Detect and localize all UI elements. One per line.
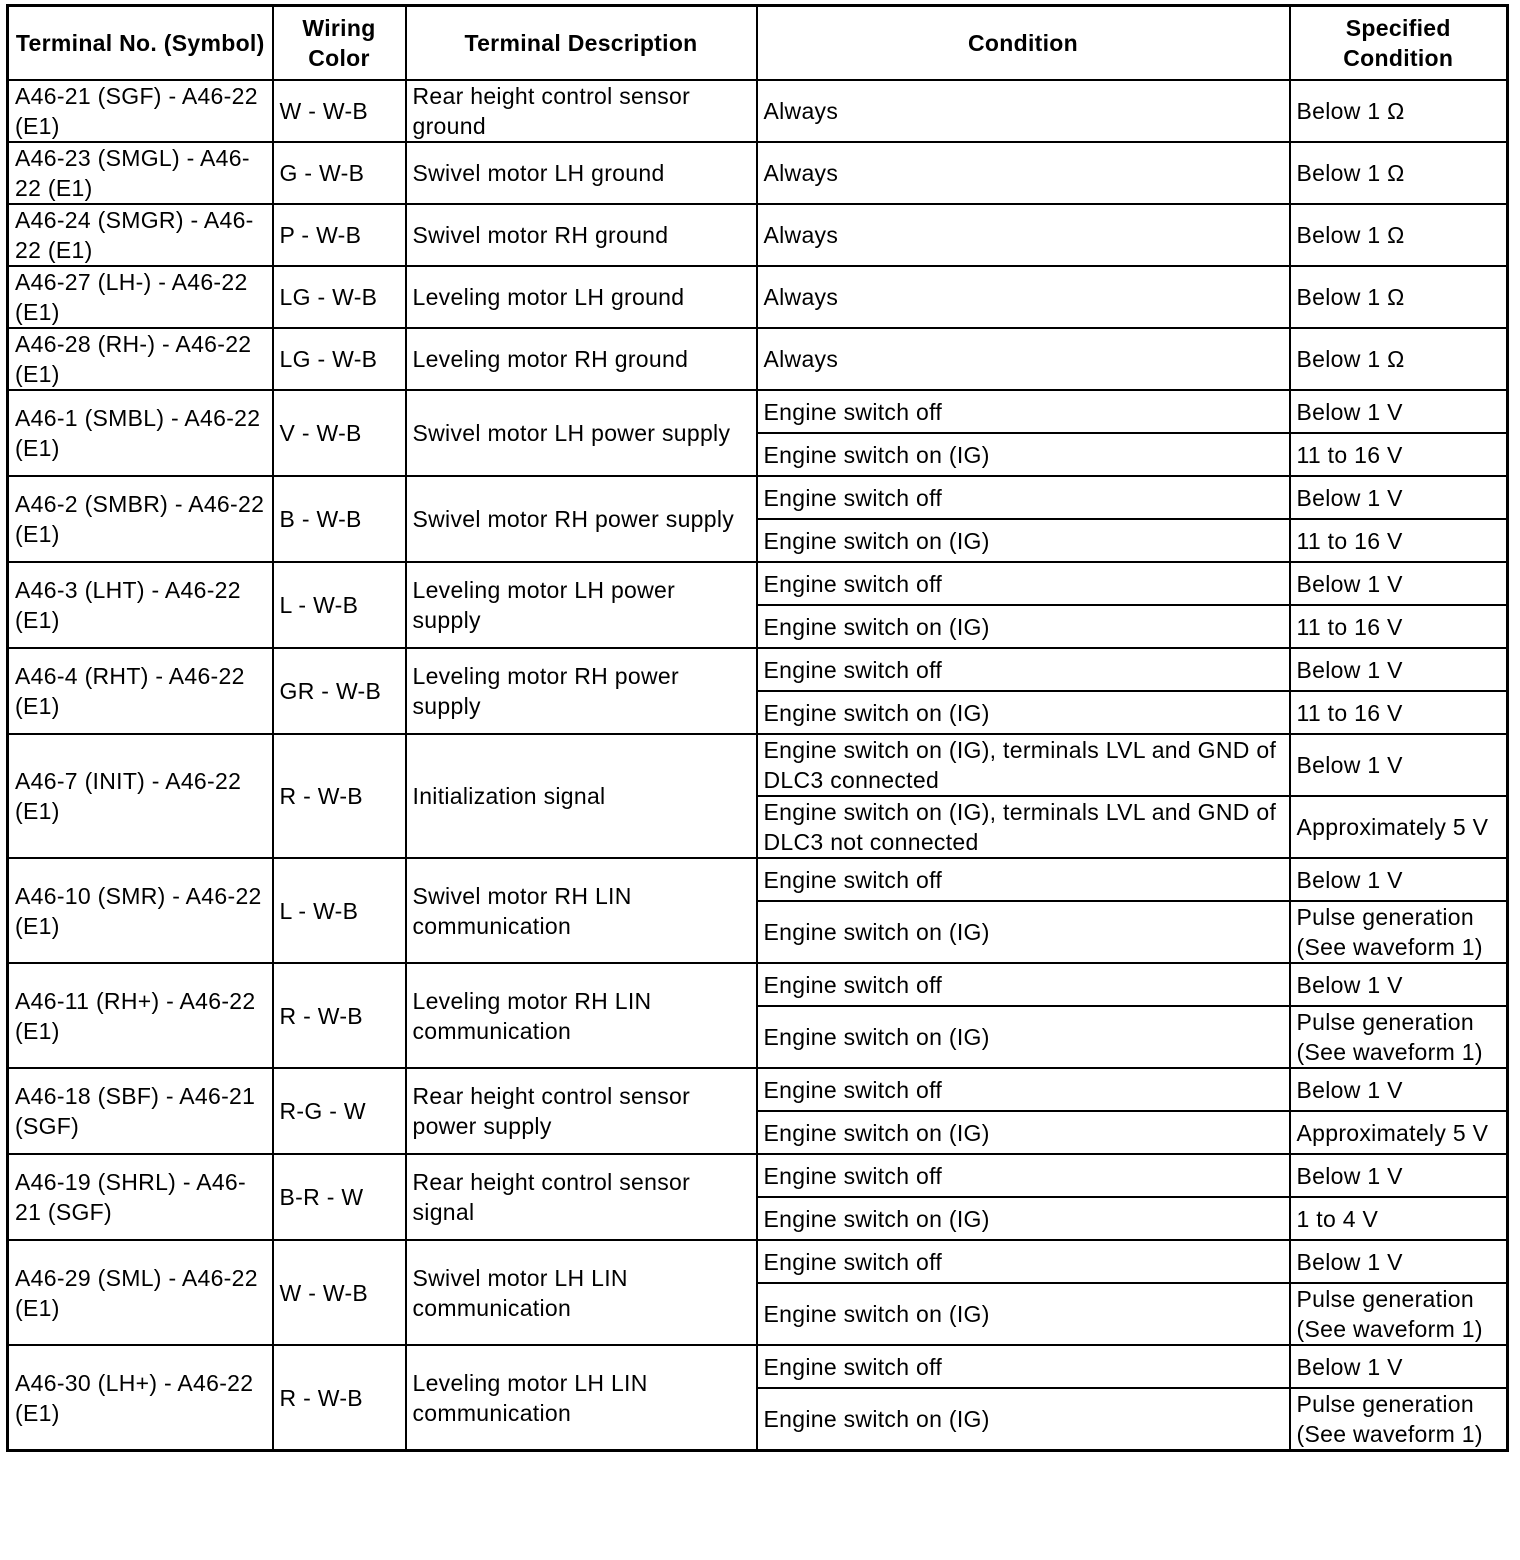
table-row bbox=[8, 476, 1508, 519]
header-row bbox=[8, 6, 1508, 81]
specified-cell: Below 1 V bbox=[1290, 476, 1508, 519]
specified-cell: 11 to 16 V bbox=[1290, 433, 1508, 476]
specified-cell: Below 1 V bbox=[1290, 1154, 1508, 1197]
condition-cell: Always bbox=[757, 142, 1290, 204]
condition-cell: Engine switch off bbox=[757, 390, 1290, 433]
terminal-cell: A46-7 (INIT) - A46-22 (E1) bbox=[8, 734, 273, 858]
specified-cell: Approximately 5 V bbox=[1290, 1111, 1508, 1154]
condition-cell: Engine switch on (IG) bbox=[757, 433, 1290, 476]
specified-cell: Below 1 Ω bbox=[1290, 328, 1508, 390]
specified-cell: Below 1 V bbox=[1290, 390, 1508, 433]
description-cell: Swivel motor RH LIN communication bbox=[406, 858, 757, 963]
table-body bbox=[8, 80, 1508, 1451]
table-row bbox=[8, 562, 1508, 605]
wiring-color-cell: LG - W-B bbox=[273, 328, 406, 390]
description-cell: Initialization signal bbox=[406, 734, 757, 858]
condition-cell: Engine switch on (IG) bbox=[757, 605, 1290, 648]
description-cell: Leveling motor RH LIN communication bbox=[406, 963, 757, 1068]
description-cell: Swivel motor RH ground bbox=[406, 204, 757, 266]
specified-cell: 1 to 4 V bbox=[1290, 1197, 1508, 1240]
table-row bbox=[8, 142, 1508, 204]
terminal-cell: A46-1 (SMBL) - A46-22 (E1) bbox=[8, 390, 273, 476]
terminal-cell: A46-3 (LHT) - A46-22 (E1) bbox=[8, 562, 273, 648]
description-cell: Leveling motor RH power supply bbox=[406, 648, 757, 734]
condition-cell: Engine switch off bbox=[757, 1154, 1290, 1197]
table-row bbox=[8, 1240, 1508, 1283]
terminal-cell: A46-29 (SML) - A46-22 (E1) bbox=[8, 1240, 273, 1345]
wiring-color-cell: G - W-B bbox=[273, 142, 406, 204]
wiring-color-cell: P - W-B bbox=[273, 204, 406, 266]
wiring-color-cell: B-R - W bbox=[273, 1154, 406, 1240]
condition-cell: Engine switch on (IG) bbox=[757, 1388, 1290, 1451]
condition-cell: Engine switch off bbox=[757, 562, 1290, 605]
terminal-cell: A46-11 (RH+) - A46-22 (E1) bbox=[8, 963, 273, 1068]
condition-cell: Engine switch on (IG) bbox=[757, 1006, 1290, 1068]
header-wiring-color: Wiring Color bbox=[273, 6, 406, 81]
description-cell: Leveling motor RH ground bbox=[406, 328, 757, 390]
description-cell: Swivel motor LH power supply bbox=[406, 390, 757, 476]
table-row bbox=[8, 648, 1508, 691]
terminal-cell: A46-10 (SMR) - A46-22 (E1) bbox=[8, 858, 273, 963]
terminal-cell: A46-24 (SMGR) - A46-22 (E1) bbox=[8, 204, 273, 266]
condition-cell: Always bbox=[757, 80, 1290, 142]
table-row bbox=[8, 80, 1508, 142]
wiring-color-cell: R - W-B bbox=[273, 963, 406, 1068]
description-cell: Leveling motor LH power supply bbox=[406, 562, 757, 648]
specified-cell: Approximately 5 V bbox=[1290, 796, 1508, 858]
table-row bbox=[8, 858, 1508, 901]
condition-cell: Engine switch off bbox=[757, 476, 1290, 519]
wiring-color-cell: R-G - W bbox=[273, 1068, 406, 1154]
header-specified: Specified Condition bbox=[1290, 6, 1508, 81]
specified-cell: Below 1 V bbox=[1290, 562, 1508, 605]
table-row bbox=[8, 734, 1508, 796]
condition-cell: Engine switch off bbox=[757, 1068, 1290, 1111]
description-cell: Leveling motor LH ground bbox=[406, 266, 757, 328]
wiring-color-cell: W - W-B bbox=[273, 80, 406, 142]
specified-cell: Pulse generation (See waveform 1) bbox=[1290, 1006, 1508, 1068]
wiring-color-cell: L - W-B bbox=[273, 562, 406, 648]
specified-cell: Pulse generation (See waveform 1) bbox=[1290, 901, 1508, 963]
specified-cell: Below 1 V bbox=[1290, 963, 1508, 1006]
table-row bbox=[8, 266, 1508, 328]
description-cell: Swivel motor LH LIN communication bbox=[406, 1240, 757, 1345]
specified-cell: Below 1 V bbox=[1290, 734, 1508, 796]
wiring-color-cell: B - W-B bbox=[273, 476, 406, 562]
terminal-cell: A46-27 (LH-) - A46-22 (E1) bbox=[8, 266, 273, 328]
header-condition: Condition bbox=[757, 6, 1290, 81]
specified-cell: Below 1 Ω bbox=[1290, 142, 1508, 204]
specified-cell: Below 1 V bbox=[1290, 1240, 1508, 1283]
table-row bbox=[8, 328, 1508, 390]
specified-cell: Below 1 Ω bbox=[1290, 204, 1508, 266]
condition-cell: Engine switch off bbox=[757, 963, 1290, 1006]
wiring-color-cell: R - W-B bbox=[273, 1345, 406, 1451]
specified-cell: Below 1 Ω bbox=[1290, 80, 1508, 142]
terminal-cell: A46-19 (SHRL) - A46-21 (SGF) bbox=[8, 1154, 273, 1240]
table-row bbox=[8, 204, 1508, 266]
specified-cell: Below 1 V bbox=[1290, 648, 1508, 691]
header-terminal: Terminal No. (Symbol) bbox=[8, 6, 273, 81]
description-cell: Rear height control sensor signal bbox=[406, 1154, 757, 1240]
specified-cell: Pulse generation (See waveform 1) bbox=[1290, 1283, 1508, 1345]
wiring-color-cell: W - W-B bbox=[273, 1240, 406, 1345]
condition-cell: Engine switch off bbox=[757, 1240, 1290, 1283]
terminal-cell: A46-30 (LH+) - A46-22 (E1) bbox=[8, 1345, 273, 1451]
table-row bbox=[8, 1154, 1508, 1197]
condition-cell: Engine switch off bbox=[757, 648, 1290, 691]
condition-cell: Engine switch on (IG) bbox=[757, 1197, 1290, 1240]
terminal-cell: A46-2 (SMBR) - A46-22 (E1) bbox=[8, 476, 273, 562]
description-cell: Rear height control sensor power supply bbox=[406, 1068, 757, 1154]
wiring-color-cell: GR - W-B bbox=[273, 648, 406, 734]
condition-cell: Engine switch off bbox=[757, 1345, 1290, 1388]
specified-cell: Below 1 V bbox=[1290, 858, 1508, 901]
condition-cell: Always bbox=[757, 328, 1290, 390]
wiring-color-cell: V - W-B bbox=[273, 390, 406, 476]
terminal-cell: A46-21 (SGF) - A46-22 (E1) bbox=[8, 80, 273, 142]
condition-cell: Engine switch on (IG) bbox=[757, 901, 1290, 963]
specified-cell: 11 to 16 V bbox=[1290, 519, 1508, 562]
table-row bbox=[8, 390, 1508, 433]
specified-cell: Pulse generation (See waveform 1) bbox=[1290, 1388, 1508, 1451]
specified-cell: Below 1 Ω bbox=[1290, 266, 1508, 328]
specified-cell: Below 1 V bbox=[1290, 1345, 1508, 1388]
description-cell: Rear height control sensor ground bbox=[406, 80, 757, 142]
condition-cell: Always bbox=[757, 204, 1290, 266]
description-cell: Leveling motor LH LIN communication bbox=[406, 1345, 757, 1451]
condition-cell: Engine switch on (IG) bbox=[757, 691, 1290, 734]
description-cell: Swivel motor LH ground bbox=[406, 142, 757, 204]
condition-cell: Engine switch on (IG), terminals LVL and GND of DLC3 connected bbox=[757, 734, 1290, 796]
condition-cell: Engine switch on (IG) bbox=[757, 1283, 1290, 1345]
terminal-table bbox=[6, 4, 1509, 1452]
condition-cell: Engine switch on (IG), terminals LVL and GND of DLC3 not connected bbox=[757, 796, 1290, 858]
table-row bbox=[8, 1345, 1508, 1388]
condition-cell: Engine switch off bbox=[757, 858, 1290, 901]
wiring-color-cell: L - W-B bbox=[273, 858, 406, 963]
table-row bbox=[8, 1068, 1508, 1111]
table-row bbox=[8, 963, 1508, 1006]
terminal-cell: A46-28 (RH-) - A46-22 (E1) bbox=[8, 328, 273, 390]
specified-cell: 11 to 16 V bbox=[1290, 605, 1508, 648]
terminal-cell: A46-23 (SMGL) - A46-22 (E1) bbox=[8, 142, 273, 204]
specified-cell: 11 to 16 V bbox=[1290, 691, 1508, 734]
condition-cell: Engine switch on (IG) bbox=[757, 1111, 1290, 1154]
terminal-cell: A46-4 (RHT) - A46-22 (E1) bbox=[8, 648, 273, 734]
condition-cell: Engine switch on (IG) bbox=[757, 519, 1290, 562]
description-cell: Swivel motor RH power supply bbox=[406, 476, 757, 562]
terminal-cell: A46-18 (SBF) - A46-21 (SGF) bbox=[8, 1068, 273, 1154]
specified-cell: Below 1 V bbox=[1290, 1068, 1508, 1111]
condition-cell: Always bbox=[757, 266, 1290, 328]
wiring-color-cell: LG - W-B bbox=[273, 266, 406, 328]
wiring-color-cell: R - W-B bbox=[273, 734, 406, 858]
header-description: Terminal Description bbox=[406, 6, 757, 81]
